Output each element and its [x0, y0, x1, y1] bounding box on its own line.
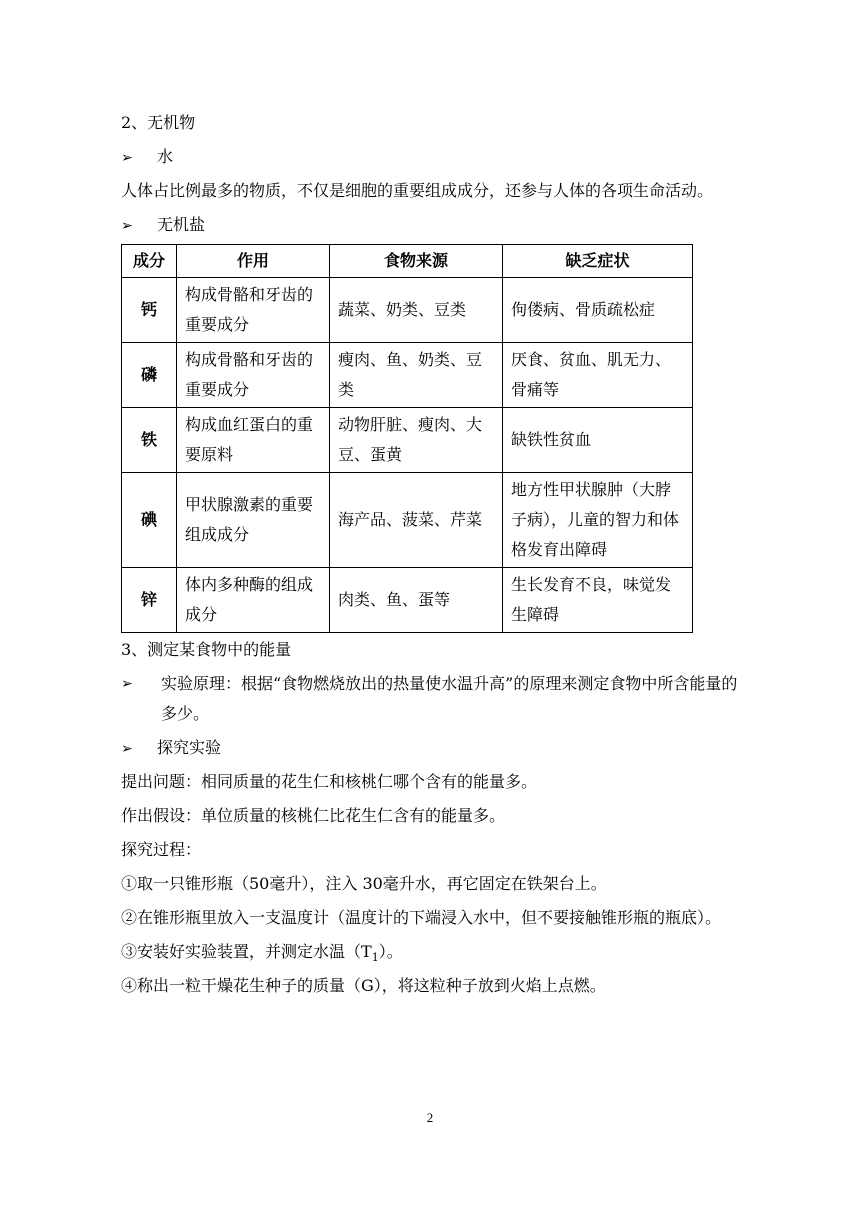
step-3-text-end: ）。: [378, 942, 403, 961]
mineral-role: 体内多种酶的组成成分: [177, 568, 330, 633]
mineral-name: 锌: [122, 568, 177, 633]
mineral-deficiency: 生长发育不良，味觉发生障碍: [503, 568, 693, 633]
mineral-deficiency: 地方性甲状腺肿（大脖子病），儿童的智力和体格发育出障碍: [503, 473, 693, 568]
question-text: 提出问题：相同质量的花生仁和核桃仁哪个含有的能量多。: [121, 772, 538, 791]
mineral-source: 蔬菜、奶类、豆类: [330, 278, 503, 343]
mineral-role: 构成骨骼和牙齿的重要成分: [177, 343, 330, 408]
table-row: [122, 568, 693, 633]
table-header-cell: 缺乏症状: [503, 245, 693, 278]
page-content: [121, 108, 741, 1005]
mineral-source: 瘦肉、鱼、奶类、豆类: [330, 343, 503, 408]
table-header-cell: 成分: [122, 245, 177, 278]
step-3-subscript: 1: [371, 951, 379, 965]
step-3: [121, 937, 741, 967]
experiment-bullet-line: [121, 733, 741, 763]
mineral-name: 钙: [122, 278, 177, 343]
page-number: 2: [426, 1110, 434, 1125]
mineral-name: 碘: [122, 473, 177, 568]
step-4: ④称出一粒干燥花生种子的质量（G），将这粒种子放到火焰上点燃。: [121, 976, 606, 995]
principle-bullet-block: [121, 669, 741, 729]
table-header-cell: 作用: [177, 245, 330, 278]
mineral-name: 铁: [122, 408, 177, 473]
mineral-source: 海产品、菠菜、芹菜: [330, 473, 503, 568]
table-row: [122, 278, 693, 343]
arrow-bullet-icon: ➢: [121, 150, 133, 166]
section-heading-inorganic: 2、无机物: [121, 113, 196, 132]
salt-bullet-line: [121, 210, 741, 240]
water-bullet-line: [121, 142, 741, 172]
table-header-row: [122, 245, 693, 278]
table-row: [122, 408, 693, 473]
experiment-title: 探究实验: [157, 738, 222, 757]
step-1: ①取一只锥形瓶（50毫升），注入 30毫升水，再它固定在铁架台上。: [121, 874, 607, 893]
mineral-role: 构成骨骼和牙齿的重要成分: [177, 278, 330, 343]
mineral-table: [121, 244, 693, 633]
step-2: ②在锥形瓶里放入一支温度计（温度计的下端浸入水中，但不要接触锥形瓶的瓶底）。: [121, 908, 722, 927]
section-heading-energy: 3、测定某食物中的能量: [121, 640, 292, 659]
mineral-deficiency: 佝偻病、骨质疏松症: [503, 278, 693, 343]
mineral-source: 动物肝脏、瘦肉、大豆、蛋黄: [330, 408, 503, 473]
table-row: [122, 473, 693, 568]
mineral-role: 构成血红蛋白的重要原料: [177, 408, 330, 473]
salt-title: 无机盐: [157, 215, 206, 234]
mineral-deficiency: 厌食、贫血、肌无力、骨痛等: [503, 343, 693, 408]
arrow-bullet-icon: ➢: [121, 218, 133, 234]
mineral-role: 甲状腺激素的重要组成成分: [177, 473, 330, 568]
table-header-cell: 食物来源: [330, 245, 503, 278]
water-description: 人体占比例最多的物质，不仅是细胞的重要组成成分，还参与人体的各项生命活动。: [121, 181, 714, 200]
table-row: [122, 343, 693, 408]
arrow-bullet-icon: ➢: [121, 676, 133, 692]
hypothesis-text: 作出假设：单位质量的核桃仁比花生仁含有的能量多。: [121, 806, 506, 825]
step-3-text: ③安装好实验装置，并测定水温（T: [121, 942, 372, 961]
mineral-name: 磷: [122, 343, 177, 408]
water-title: 水: [157, 147, 174, 166]
process-label: 探究过程：: [121, 840, 202, 859]
arrow-bullet-icon: ➢: [121, 741, 133, 757]
mineral-deficiency: 缺铁性贫血: [503, 408, 693, 473]
mineral-source: 肉类、鱼、蛋等: [330, 568, 503, 633]
principle-text: 实验原理：根据“食物燃烧放出的热量使水温升高”的原理来测定食物中所含能量的多少。: [161, 674, 738, 723]
